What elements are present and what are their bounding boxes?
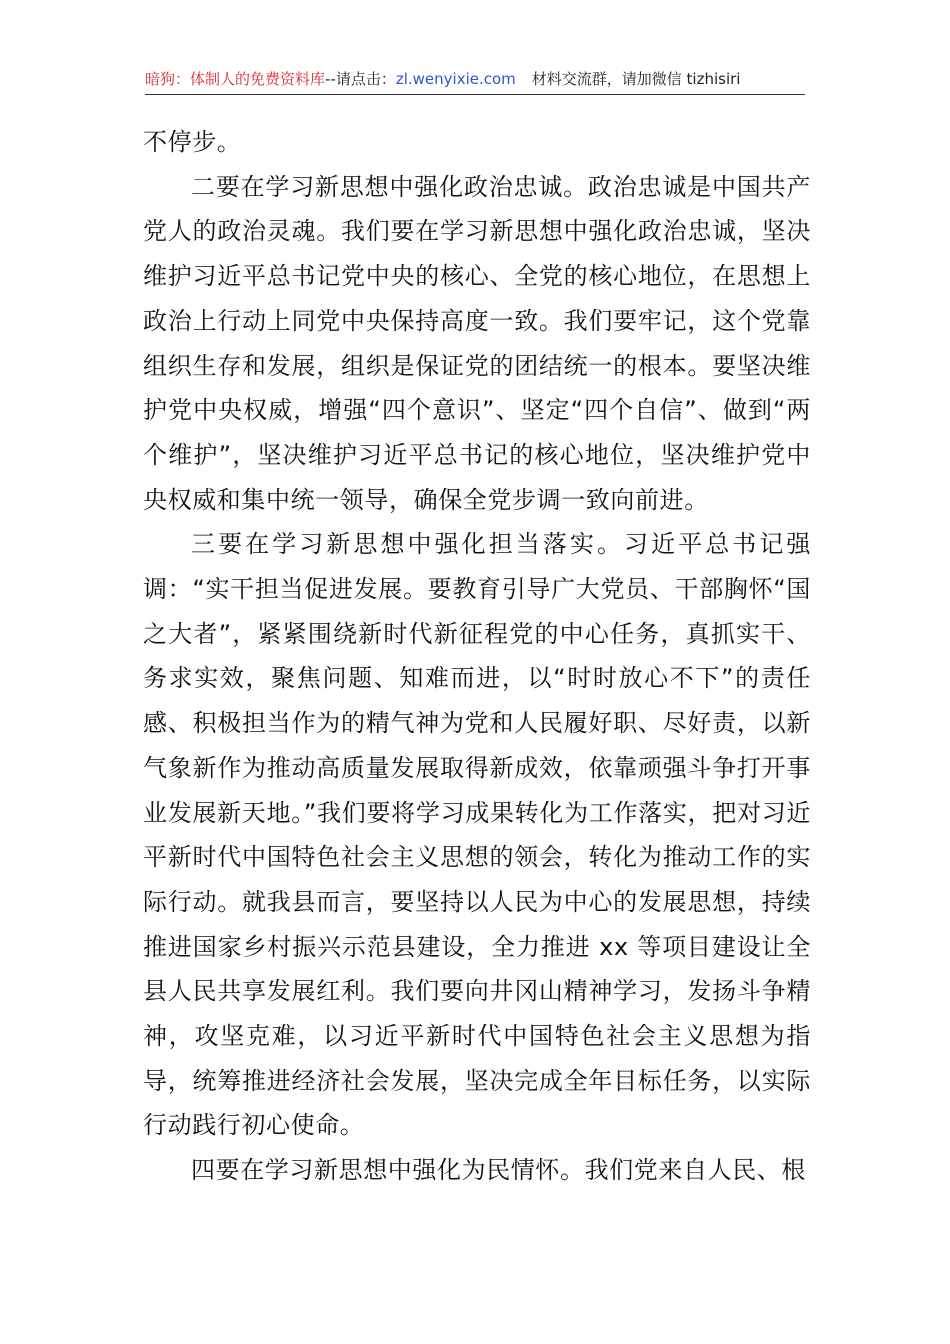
page-header	[145, 66, 805, 95]
paragraph-people-feelings: 四要在学习新思想中强化为民情怀。我们党来自人民、根	[191, 1156, 806, 1185]
paragraph-continuation: 不停步。	[143, 128, 242, 156]
header-prompt: --请点击：	[325, 70, 396, 88]
paragraph-responsibility: 三要在学习新思想中强化担当落实。习近平总书记强调：“实干担当促进发展。要教育引导广大党员、干部胸怀“国之大者”，紧紧围绕新时代新征程党的中心任务，真抓实干、务求实效，聚焦问题、知难而进，以“时时放心不下”的责任感、积极担当作为的精气神为党和人民履好职、尽好责，以新气象新作为推动高质量发展取得新成效，依靠顽强斗争打开事业发展新天地。”我们要将学习成果转化为工作落实，把对习近平新时代中国特色社会主义思想的领会，转化为推动工作的实际行动。就我县而言，要坚持以人民为中心的发展思想，持续推进国家乡村振兴示范县建设，全力推进 xx 等项目建设让全县人民共享发展红利。我们要向井冈山精神学习，发扬斗争精神，攻坚克难，以习近平新时代中国特色社会主义思想为指导，统筹推进经济社会发展，坚决完成全年目标任务，以实际行动践行初心使命。	[143, 530, 811, 1140]
paragraph-political-loyalty: 二要在学习新思想中强化政治忠诚。政治忠诚是中国共产党人的政治灵魂。我们要在学习新思想中强化政治忠诚，坚决维护习近平总书记党中央的核心、全党的核心地位，在思想上政治上行动上同党中央保持高度一致。我们要牢记，这个党靠组织生存和发展，组织是保证党的团结统一的根本。要坚决维护党中央权威，增强“四个意识”、坚定“四个自信”、做到“两个维护”，坚决维护习近平总书记的核心地位，坚决维护党中央权威和集中统一领导，确保全党步调一致向前进。	[143, 172, 811, 514]
header-contact: 材料交流群，请加微信 tizhisiri	[531, 70, 741, 88]
header-link[interactable]: zl.wenyixie.com	[395, 70, 516, 88]
header-brand: 暗狗：体制人的免费资料库	[145, 70, 326, 88]
document-body	[143, 120, 811, 1193]
